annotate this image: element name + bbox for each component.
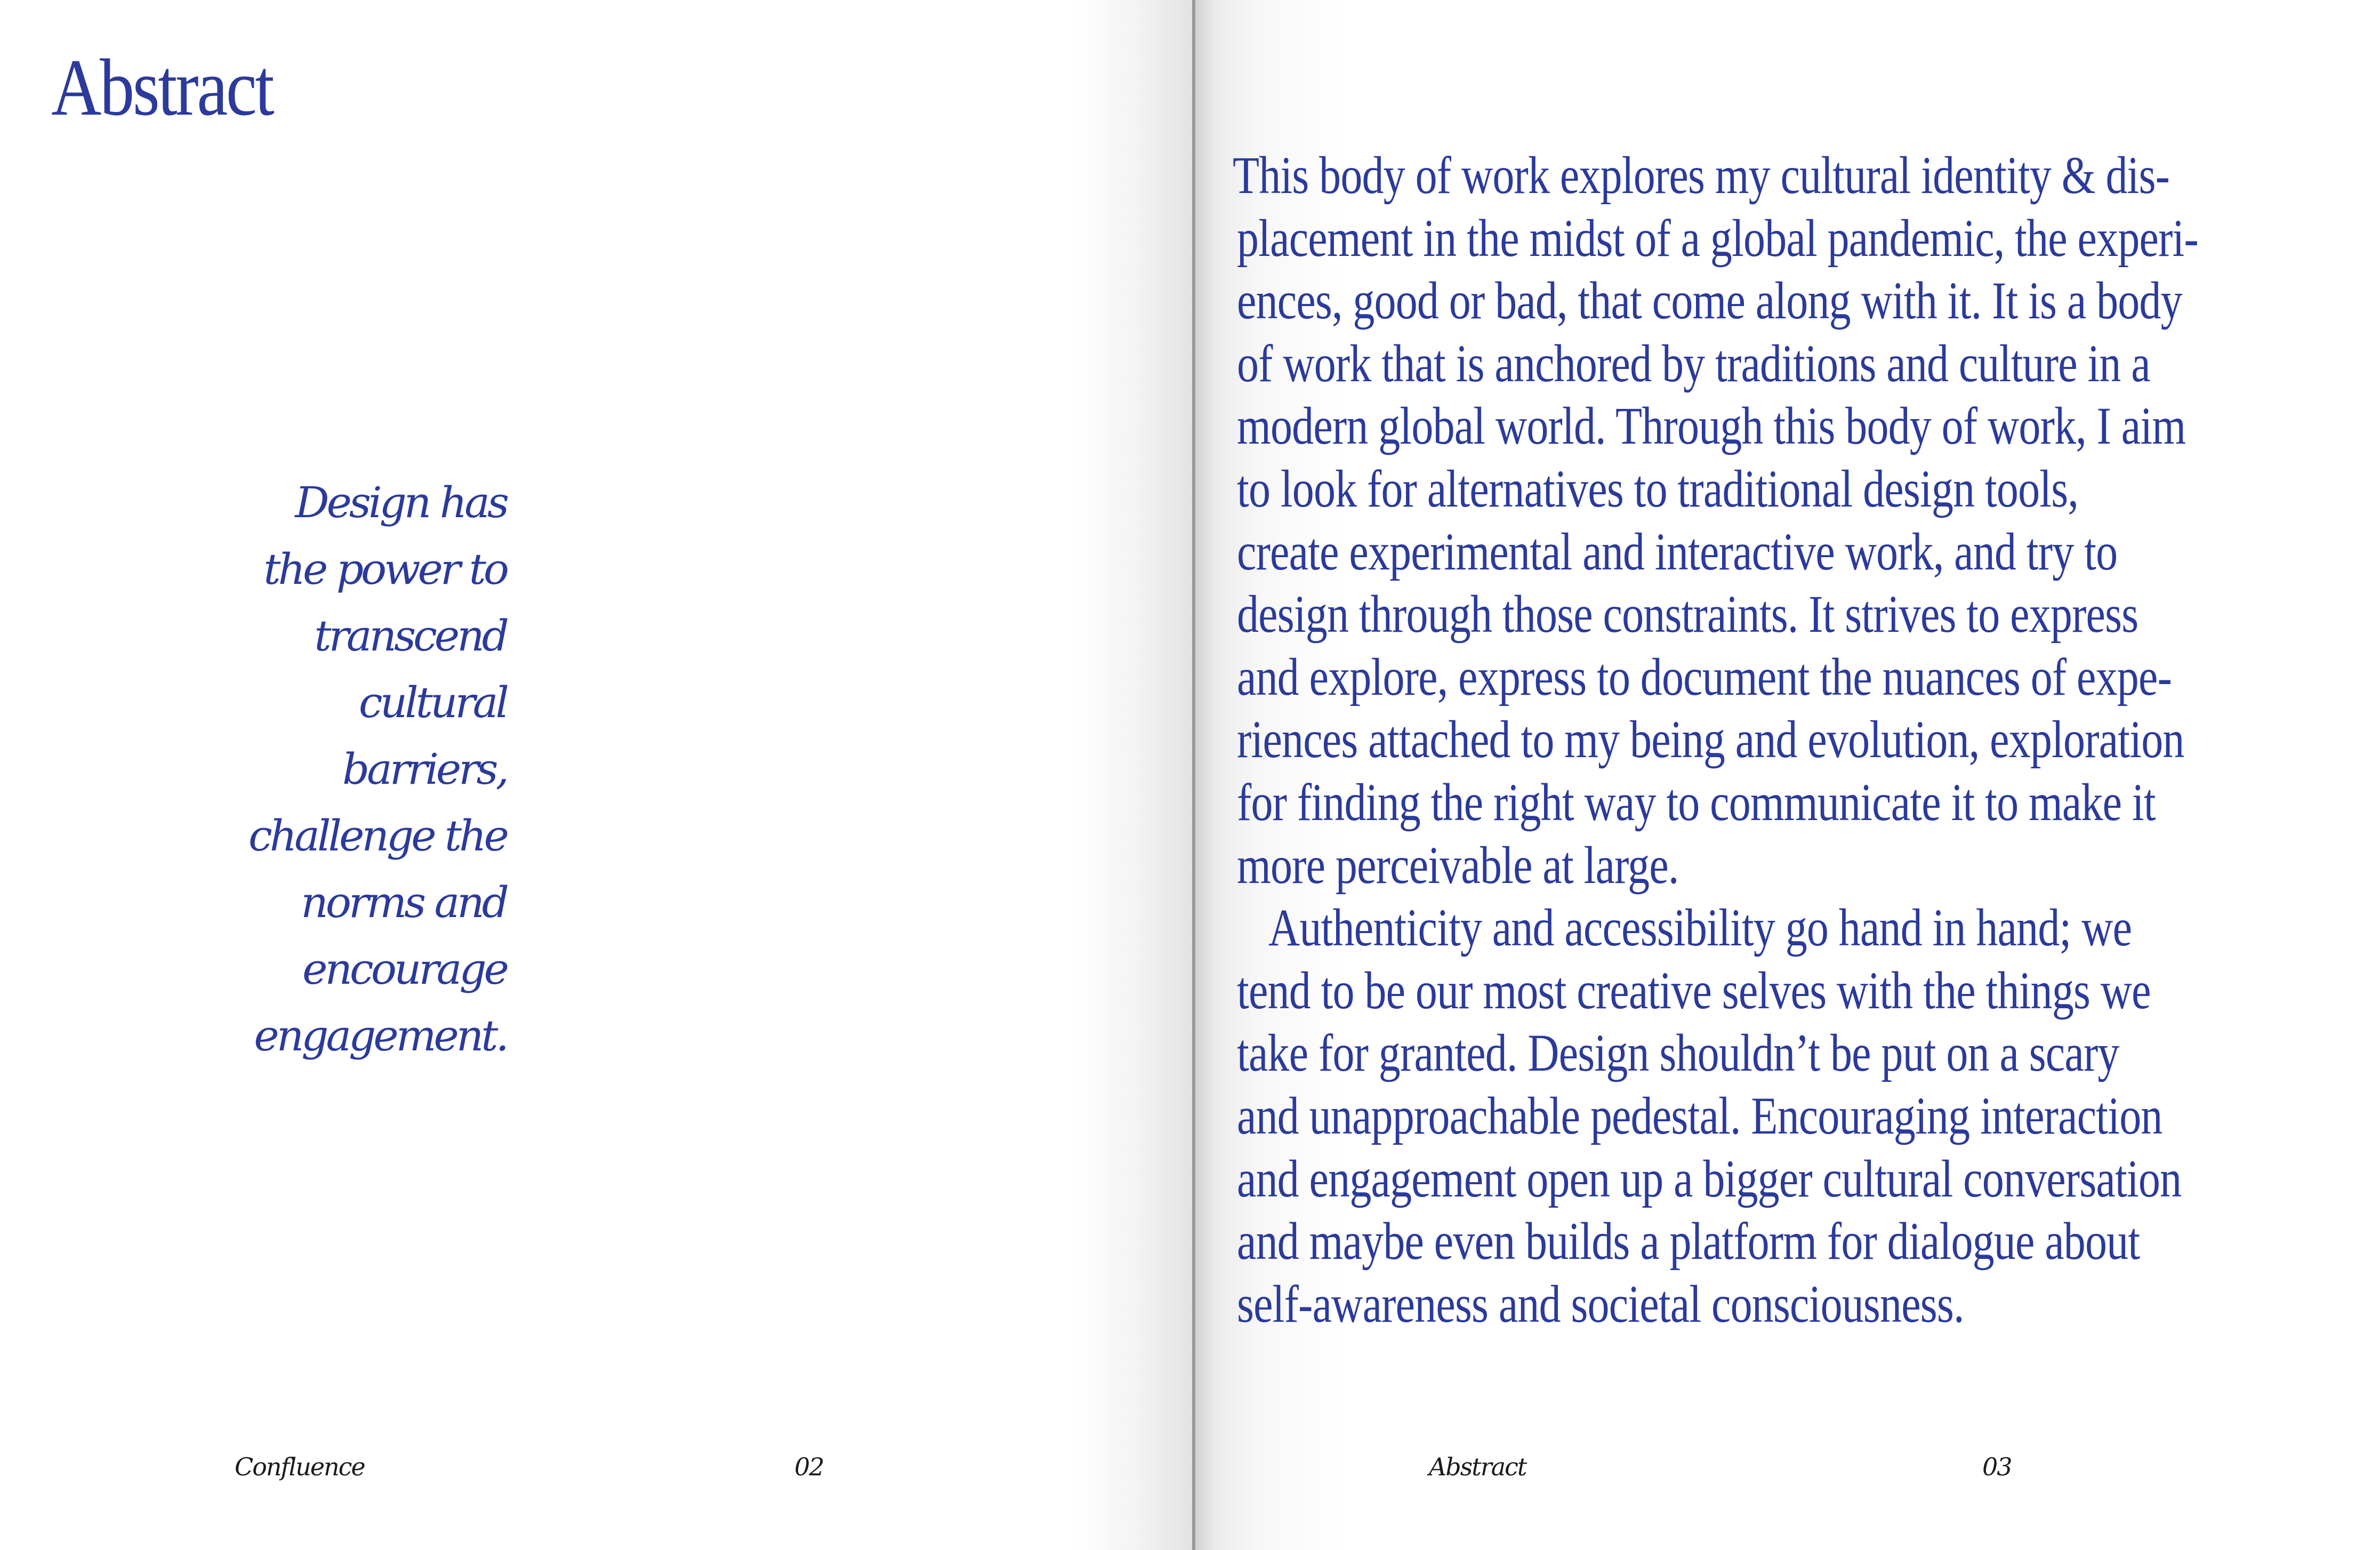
body-line: design through those constraints. It strives to express (1237, 584, 2138, 644)
body-line: for finding the right way to communicate it to make it (1237, 772, 2156, 832)
pull-quote-line: Design has (295, 478, 506, 527)
body-line: placement in the midst of a global pandemic, the experi- (1237, 208, 2199, 268)
pull-quote-line: cultural (358, 678, 506, 727)
running-footer-title: Confluence (235, 1452, 365, 1481)
body-line: and explore, express to document the nuances of expe- (1237, 647, 2172, 706)
running-footer-title: Abstract (1429, 1452, 1526, 1481)
body-line: more perceivable at large. (1237, 835, 1679, 895)
body-line: self-awareness and societal consciousness. (1237, 1274, 1964, 1334)
body-line: Authenticity and accessibility go hand in hand; we (1268, 898, 2132, 958)
pull-quote-line: the power to (263, 544, 506, 594)
pull-quote (176, 469, 506, 1069)
body-line: to look for alternatives to traditional design tools, (1237, 459, 2079, 518)
spine-gutter (1192, 0, 1195, 1550)
body-line: riences attached to my being and evolution, exploration (1237, 710, 2184, 769)
pull-quote-line: encourage (302, 944, 506, 994)
pull-quote-line: barriers, (342, 744, 506, 794)
abstract-body (1233, 144, 2362, 1335)
body-line: ences, good or bad, that come along with it. It is a body (1237, 271, 2182, 331)
page-number: 03 (1982, 1452, 2012, 1481)
body-line: and maybe even builds a platform for dialogue about (1237, 1211, 2140, 1271)
pull-quote-line: norms and (301, 878, 506, 927)
pull-quote-line: engagement. (254, 1011, 506, 1061)
body-line: take for granted. Design shouldn’t be put on a scary (1237, 1023, 2119, 1083)
body-line: This body of work explores my cultural identity & dis- (1233, 146, 2170, 205)
body-line: and unapproachable pedestal. Encouraging interaction (1237, 1086, 2162, 1145)
body-line: tend to be our most creative selves with the things we (1237, 960, 2151, 1020)
body-line: modern global world. Through this body of work, I aim (1237, 396, 2186, 456)
body-line: of work that is anchored by traditions and culture in a (1237, 333, 2150, 393)
page-title: Abstract (51, 43, 273, 132)
pull-quote-line: challenge the (248, 811, 506, 861)
body-line: create experimental and interactive work, and try to (1237, 521, 2118, 581)
page-number: 02 (794, 1452, 824, 1481)
body-line: and engagement open up a bigger cultural conversation (1237, 1149, 2182, 1208)
pull-quote-line: transcend (314, 611, 506, 661)
